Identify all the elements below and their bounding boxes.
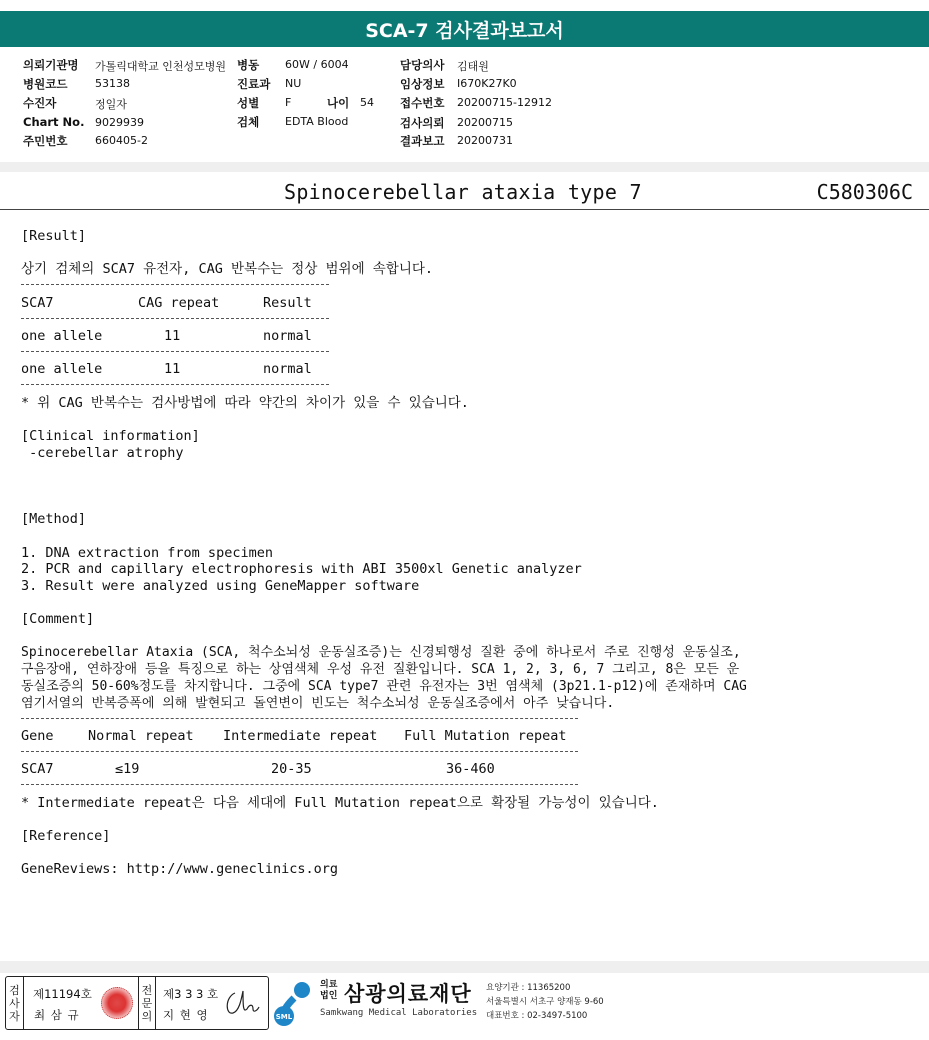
result-row-1-allele: one allele [21,328,103,344]
method-step-1: 1. DNA extraction from specimen [21,545,273,561]
department-label: 진료과 [237,77,271,91]
repeat-col-intermediate: Intermediate repeat [223,728,378,744]
specialist-license-no: 제3 3 3 호 [163,987,219,1001]
repeat-col-full-mutation: Full Mutation repeat [404,728,567,744]
repeat-col-normal: Normal repeat [88,728,194,744]
comment-line-4: 염기서열의 반복증폭에 의해 발현되고 돌연변이 빈도는 척수소뇌성 운동실조증에서 아주 낮습니다. [21,696,615,711]
comment-line-2: 구음장애, 연하장애 등을 특징으로 하는 상염색체 우성 유전 질환입니다. SCA 1, 2, 3, 6, 7 그리고, 8은 모든 운 [21,662,740,677]
result-col-gene: SCA7 [21,295,54,311]
table-rule [21,284,329,285]
hospital-code-value: 53138 [95,77,130,90]
clinical-info-value: I670K27K0 [457,77,517,90]
reference-item: GeneReviews: http://www.geneclinics.org [21,861,338,877]
age-value: 54 [360,96,374,109]
examiner-seal [101,987,133,1019]
result-row-1-result: normal [263,328,312,344]
method-step-3: 3. Result were analyzed using GeneMapper software [21,578,420,594]
sml-logo-icon [272,978,318,1026]
result-col-cag: CAG repeat [138,295,220,311]
repeat-row-normal: ≤19 [115,761,140,777]
specialist-char-2: 문 [141,996,153,1010]
doctor-label: 담당의사 [400,58,445,72]
receipt-no-value: 20200715-12912 [457,96,552,109]
test-header [0,172,929,210]
comment-line-3: 동실조증의 50-60%정도를 차지합니다. 그중에 SCA type7 관련 유전자는 3번 염색체 (3p21.1-p12)에 존재하며 CAG [21,679,747,694]
specialist-vertical-label [138,977,156,1029]
comment-note: * Intermediate repeat은 다음 세대에 Full Mutation repeat으로 확장될 가능성이 있습니다. [21,795,659,811]
specimen-label: 검체 [237,115,260,129]
examiner-char-3: 자 [9,1009,20,1023]
report-date-label: 결과보고 [400,134,445,148]
test-code: C580306C [816,180,913,204]
result-summary: 상기 검체의 SCA7 유전자, CAG 반복수는 정상 범위에 속합니다. [21,261,434,277]
examiner-license-no: 제11194호 [33,987,92,1001]
resident-no-value: 660405-2 [95,134,148,147]
organization-english-name: Samkwang Medical Laboratories [320,1008,478,1018]
request-date-label: 검사의뢰 [400,116,445,130]
specimen-value: EDTA Blood [285,115,349,128]
method-heading: [Method] [21,511,87,527]
table-rule [21,318,329,319]
reference-heading: [Reference] [21,828,111,844]
examiner-name: 최 삼 규 [34,1008,80,1022]
table-rule [21,751,578,752]
logo-small-line-2: 법인 [320,991,338,1001]
patient-label: 수진자 [23,96,57,110]
test-title: Spinocerebellar ataxia type 7 [284,180,642,204]
department-value: NU [285,77,302,90]
result-row-2-result: normal [263,361,312,377]
result-col-result: Result [263,295,312,311]
examiner-char-2: 사 [9,996,20,1010]
sex-value: F [285,96,292,109]
comment-line-1: Spinocerebellar Ataxia (SCA, 척수소뇌성 운동실조증)는 신경퇴행성 질환 중에 하나로서 주로 진행성 운동실조, [21,645,741,660]
specialist-char-3: 의 [141,1009,153,1023]
logo-badge-text: SML [275,1013,293,1021]
request-date-value: 20200715 [457,116,513,129]
result-row-2-repeat: 11 [164,361,181,377]
repeat-row-gene: SCA7 [21,761,54,777]
table-rule [21,718,578,719]
institution-value: 가톨릭대학교 인천성모병원 [95,60,227,73]
report-date-value: 20200731 [457,134,513,147]
table-rule [21,384,329,385]
age-label: 나이 [327,96,350,110]
organization-name: 삼광의료재단 [344,982,472,1006]
examiner-vertical-label [6,977,24,1029]
report-title-bar [0,11,929,47]
specialist-name: 지 현 영 [163,1008,209,1022]
chart-no-value: 9029939 [95,116,144,129]
result-note: * 위 CAG 반복수는 검사방법에 따라 약간의 차이가 있을 수 있습니다. [21,395,469,411]
chart-no-label: Chart No. [23,115,85,129]
resident-no-label: 주민번호 [23,134,68,148]
result-row-1-repeat: 11 [164,328,181,344]
comment-heading: [Comment] [21,611,95,627]
clinical-info-label: 임상정보 [400,77,445,91]
organization-contact [486,981,604,1023]
institution-label: 의뢰기관명 [23,58,79,72]
footer-band [0,961,929,973]
logo-small-text [320,980,337,1002]
hospital-code-label: 병원코드 [23,77,68,91]
repeat-row-full-mutation: 36-460 [446,761,495,777]
result-heading: [Result] [21,228,87,244]
section-divider-band [0,162,929,172]
clinical-item: -cerebellar atrophy [21,445,184,461]
ward-value: 60W / 6004 [285,58,349,71]
organization-phone: 대표번호 : 02-3497-5100 [486,1011,588,1021]
ward-label: 병동 [237,58,260,72]
doctor-value: 김태원 [457,60,489,73]
patient-value: 정일자 [95,98,127,111]
care-institution-no: 요양기관 : 11365200 [486,983,571,993]
repeat-row-intermediate: 20-35 [271,761,312,777]
result-row-2-allele: one allele [21,361,103,377]
signature-box [5,976,269,1030]
table-rule [21,784,578,785]
organization-address: 서울특별시 서초구 양재동 9-60 [486,997,604,1007]
specialist-char-1: 전 [141,983,153,997]
clinical-heading: [Clinical information] [21,428,200,444]
sex-label: 성별 [237,96,260,110]
examiner-char-1: 검 [9,983,20,997]
logo-small-line-1: 의료 [320,980,338,990]
method-step-2: 2. PCR and capillary electrophoresis with ABI 3500xl Genetic analyzer [21,561,582,577]
report-title: SCA-7 검사결과보고서 [365,19,564,42]
table-rule [21,351,329,352]
specialist-signature-icon [221,987,261,1021]
repeat-col-gene: Gene [21,728,54,744]
receipt-no-label: 접수번호 [400,96,445,110]
